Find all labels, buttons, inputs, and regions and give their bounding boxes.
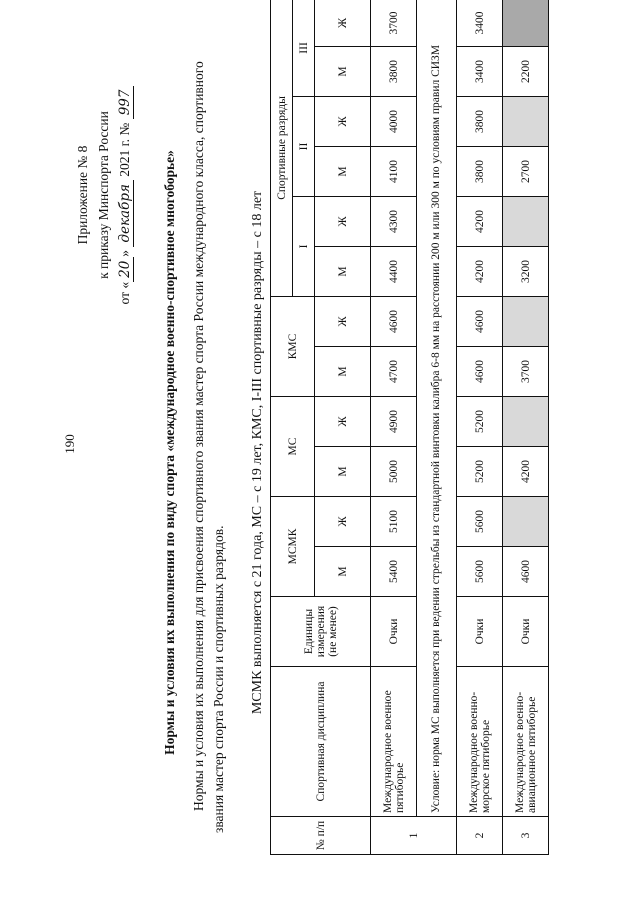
header-m: М [315, 246, 371, 296]
value-cell: 4600 [503, 547, 549, 597]
header-rank-2: II [293, 96, 315, 196]
appendix-number: Приложение № 8 [75, 145, 90, 245]
value-cell [503, 496, 549, 546]
value-cell: 5200 [457, 396, 503, 446]
header-kms: КМС [271, 296, 315, 396]
header-units: Единицы измерения (не менее) [271, 597, 371, 667]
value-cell [503, 196, 549, 246]
value-cell: 3200 [503, 246, 549, 296]
row-discipline: Международное военно-авиационное пятиборье [503, 667, 549, 817]
value-cell: 2700 [503, 146, 549, 196]
value-cell: 4200 [457, 246, 503, 296]
row-num: 3 [503, 817, 549, 855]
value-cell [503, 296, 549, 346]
value-cell: 5000 [371, 446, 417, 496]
value-cell: 5200 [457, 446, 503, 496]
header-m: М [315, 46, 371, 96]
value-cell [503, 396, 549, 446]
date-month: декабря [117, 180, 134, 246]
header-zh: Ж [315, 96, 371, 146]
header-rank-3: III [293, 0, 315, 96]
table-row [503, 0, 549, 855]
condition-note: Условие: норма МС выполняется при ведении стрельбы из стандартной винтовки калибра 6-8 мм на расстоянии 200 м или 300 м по условиям правил СИЗМ [417, 0, 457, 817]
row-discipline: Международное военно-морское пятиборье [457, 667, 503, 817]
header-zh: Ж [315, 196, 371, 246]
header-discipline: Спортивная дисциплина [271, 667, 371, 817]
value-cell: 4900 [371, 396, 417, 446]
header-zh: Ж [315, 496, 371, 546]
table-row [457, 0, 503, 855]
header-zh: Ж [315, 296, 371, 346]
header-m: М [315, 346, 371, 396]
value-cell: 4600 [371, 296, 417, 346]
value-cell: 4100 [371, 146, 417, 196]
row-num: 1 [371, 817, 457, 855]
value-cell [503, 96, 549, 146]
value-cell: 5100 [371, 496, 417, 546]
intro-paragraph: Нормы и условия их выполнения для присвоения спортивного звания мастер спорта России международного класса, спортивного звания мастер спорта России и спортивных разрядов. [191, 61, 226, 833]
value-cell: 4200 [457, 196, 503, 246]
date-day: 20 [117, 257, 134, 282]
value-cell: 4000 [371, 96, 417, 146]
value-cell: 3800 [457, 96, 503, 146]
header-msmk: МСМК [271, 496, 315, 596]
value-cell: 3800 [457, 146, 503, 196]
header-m: М [315, 547, 371, 597]
date-year: 2021 г. № [117, 122, 132, 177]
value-cell: 5600 [457, 547, 503, 597]
header-rank-1: I [293, 196, 315, 296]
value-cell: 4300 [371, 196, 417, 246]
row-units: Очки [371, 597, 417, 667]
appendix-order: к приказу Минспорта России [96, 111, 111, 279]
value-cell [503, 0, 549, 46]
header-num: № п/п [271, 817, 371, 855]
header-m: М [315, 146, 371, 196]
value-cell: 5600 [457, 496, 503, 546]
row-num: 2 [457, 817, 503, 855]
value-cell: 5400 [371, 547, 417, 597]
date-prefix: от « [117, 281, 132, 305]
table-row [371, 0, 417, 855]
row-units: Очки [457, 597, 503, 667]
value-cell: 3700 [371, 0, 417, 46]
appendix-block [72, 45, 136, 345]
value-cell: 2200 [503, 46, 549, 96]
row-discipline: Международное военное пятиборье [371, 667, 417, 817]
age-requirements: МСМК выполняется с 21 года, МС – с 19 лет, КМС, I-III спортивные разряды – с 18 лет [250, 190, 265, 715]
value-cell: 4600 [457, 296, 503, 346]
value-cell: 4200 [503, 446, 549, 496]
document-heading: Нормы и условия их выполнения по виду спорта «международное военно-спортивное многоборье» [162, 150, 177, 755]
value-cell: 4600 [457, 346, 503, 396]
appendix-date [114, 45, 136, 345]
value-cell: 3400 [457, 46, 503, 96]
row-units: Очки [503, 597, 549, 667]
header-ms: МС [271, 396, 315, 496]
value-cell: 3400 [457, 0, 503, 46]
value-cell: 3800 [371, 46, 417, 96]
page-number: 190 [62, 434, 77, 454]
header-m: М [315, 446, 371, 496]
value-cell: 4400 [371, 246, 417, 296]
norms-table [270, 0, 549, 855]
value-cell: 3700 [503, 346, 549, 396]
date-mid: » [117, 249, 132, 257]
header-zh: Ж [315, 396, 371, 446]
header-ranks: Спортивные разряды [271, 0, 293, 296]
date-number: 997 [117, 86, 134, 120]
value-cell: 4700 [371, 346, 417, 396]
header-zh: Ж [315, 0, 371, 46]
